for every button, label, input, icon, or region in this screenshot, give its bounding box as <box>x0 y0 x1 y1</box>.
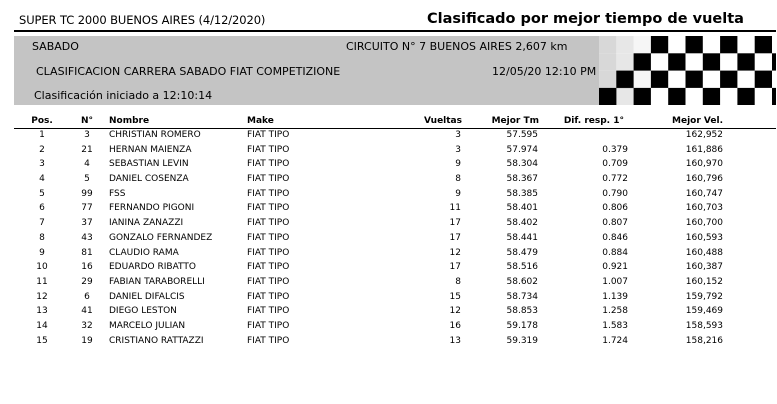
cell-laps: 13 <box>449 335 461 346</box>
cell-best-speed: 161,886 <box>685 144 723 155</box>
cell-best-time: 58.516 <box>506 262 538 273</box>
cell-number: 32 <box>81 320 93 331</box>
table-row <box>14 158 776 173</box>
table-row <box>14 335 776 350</box>
cell-number: 3 <box>84 130 90 140</box>
cell-make: FIAT TIPO <box>247 276 290 287</box>
flag-square <box>651 53 669 71</box>
cell-gap: 0.846 <box>602 232 628 243</box>
cell-pos: 9 <box>39 247 45 258</box>
table-row <box>14 276 776 291</box>
cell-laps: 17 <box>449 232 461 243</box>
cell-best-speed: 160,970 <box>685 159 723 170</box>
flag-square <box>720 71 738 89</box>
flag-square <box>703 53 721 71</box>
cell-number: 77 <box>81 203 93 214</box>
cell-driver-name: CRISTIANO RATTAZZI <box>109 335 204 346</box>
cell-driver-name: MARCELO JULIAN <box>109 320 186 331</box>
cell-make: FIAT TIPO <box>247 218 290 229</box>
cell-driver-name: GONZALO FERNANDEZ <box>109 232 213 243</box>
cell-laps: 12 <box>449 306 461 317</box>
cell-make: FIAT TIPO <box>247 247 290 258</box>
flag-square <box>737 36 755 54</box>
cell-make: FIAT TIPO <box>247 130 290 140</box>
table-body <box>14 129 776 349</box>
column-header-name: Nombre <box>109 116 150 126</box>
classification-title: CLASIFICACION CARRERA SABADO FIAT COMPETIZIONE <box>36 65 341 78</box>
flag-square <box>668 71 686 89</box>
table-header <box>14 115 776 129</box>
cell-pos: 5 <box>39 188 45 199</box>
cell-best-time: 58.441 <box>506 232 538 243</box>
cell-number: 5 <box>84 174 90 185</box>
cell-pos: 14 <box>36 320 48 331</box>
session-datetime: 12/05/20 12:10 PM <box>492 65 597 78</box>
cell-driver-name: HERNAN MAIENZA <box>109 144 192 155</box>
cell-best-speed: 160,152 <box>685 276 723 287</box>
flag-square <box>703 88 721 105</box>
flag-square <box>755 88 773 105</box>
table-row <box>14 320 776 335</box>
cell-gap: 0.884 <box>602 247 628 258</box>
cell-driver-name: FABIAN TARABORELLI <box>109 276 205 287</box>
cell-laps: 3 <box>455 130 461 140</box>
cell-gap: 1.583 <box>602 320 628 331</box>
flag-square <box>686 88 704 105</box>
cell-pos: 8 <box>39 232 45 243</box>
table-row <box>14 305 776 320</box>
flag-square <box>599 71 617 89</box>
cell-best-time: 58.853 <box>506 306 538 317</box>
flag-square <box>668 53 686 71</box>
flag-square <box>686 36 704 54</box>
cell-number: 99 <box>81 188 93 199</box>
cell-best-time: 58.479 <box>506 247 538 258</box>
cell-gap: 0.772 <box>602 174 628 185</box>
flag-square <box>720 36 738 54</box>
cell-driver-name: DANIEL COSENZA <box>109 174 189 185</box>
flag-square <box>616 88 634 105</box>
report-title: Clasificado por mejor tiempo de vuelta <box>427 11 744 27</box>
cell-driver-name: DANIEL DIFALCIS <box>109 291 185 302</box>
flag-square <box>737 53 755 71</box>
cell-gap: 0.921 <box>602 262 628 273</box>
cell-best-time: 59.319 <box>506 335 538 346</box>
table-row <box>14 202 776 217</box>
cell-best-speed: 160,593 <box>685 232 723 243</box>
flag-square <box>720 88 738 105</box>
cell-pos: 13 <box>36 306 48 317</box>
cell-driver-name: FSS <box>109 188 126 199</box>
cell-best-time: 58.734 <box>506 291 538 302</box>
title-divider <box>14 30 776 32</box>
cell-best-speed: 160,387 <box>685 262 723 273</box>
column-header-make: Make <box>247 116 274 126</box>
cell-number: 37 <box>81 218 93 229</box>
column-header-laps: Vueltas <box>424 116 462 126</box>
cell-laps: 3 <box>455 144 461 155</box>
flag-square <box>651 36 669 54</box>
cell-best-speed: 160,796 <box>685 174 723 185</box>
flag-square <box>651 88 669 105</box>
flag-square <box>772 88 776 105</box>
cell-best-time: 57.974 <box>506 144 538 155</box>
flag-square <box>616 53 634 71</box>
cell-make: FIAT TIPO <box>247 188 290 199</box>
cell-best-time: 58.367 <box>506 174 538 185</box>
cell-laps: 8 <box>455 174 461 185</box>
cell-best-speed: 160,703 <box>685 203 723 214</box>
cell-laps: 12 <box>449 247 461 258</box>
cell-make: FIAT TIPO <box>247 144 290 155</box>
cell-make: FIAT TIPO <box>247 291 290 302</box>
cell-best-speed: 159,792 <box>685 291 723 302</box>
cell-laps: 9 <box>455 188 461 199</box>
table-row <box>14 232 776 247</box>
cell-best-time: 59.178 <box>506 320 538 331</box>
cell-number: 4 <box>84 159 90 170</box>
cell-best-time: 58.402 <box>506 218 538 229</box>
cell-best-speed: 160,747 <box>685 188 723 199</box>
flag-square <box>668 36 686 54</box>
column-header-best-time: Mejor Tm <box>491 116 539 126</box>
flag-square <box>599 53 617 71</box>
cell-driver-name: CLAUDIO RAMA <box>109 247 179 258</box>
flag-square <box>755 36 773 54</box>
flag-square <box>772 36 776 54</box>
cell-pos: 2 <box>39 144 45 155</box>
flag-square <box>720 53 738 71</box>
cell-best-time: 58.401 <box>506 203 538 214</box>
cell-make: FIAT TIPO <box>247 262 290 273</box>
cell-number: 21 <box>81 144 93 155</box>
flag-square <box>772 53 776 71</box>
flag-square <box>599 88 617 105</box>
table-row <box>14 261 776 276</box>
cell-driver-name: FERNANDO PIGONI <box>109 203 195 214</box>
table-row <box>14 247 776 262</box>
flag-square <box>634 36 652 54</box>
cell-driver-name: IANINA ZANAZZI <box>109 218 184 229</box>
table-row <box>14 291 776 306</box>
session-day: SABADO <box>32 40 79 53</box>
cell-best-time: 58.602 <box>506 276 538 287</box>
cell-number: 41 <box>81 306 93 317</box>
column-header-number: N° <box>80 116 94 126</box>
cell-laps: 11 <box>449 203 461 214</box>
cell-make: FIAT TIPO <box>247 159 290 170</box>
cell-make: FIAT TIPO <box>247 174 290 185</box>
table-row <box>14 129 776 144</box>
cell-pos: 7 <box>39 218 45 229</box>
flag-square <box>616 71 634 89</box>
cell-best-speed: 158,593 <box>685 320 723 331</box>
cell-driver-name: DIEGO LESTON <box>109 306 177 317</box>
cell-gap: 0.807 <box>602 218 628 229</box>
column-header-pos: Pos. <box>31 116 53 126</box>
cell-make: FIAT TIPO <box>247 232 290 243</box>
cell-make: FIAT TIPO <box>247 203 290 214</box>
cell-gap: 0.709 <box>602 159 628 170</box>
cell-number: 19 <box>81 335 93 346</box>
classification-start: Clasificación iniciado a 12:10:14 <box>34 89 213 102</box>
flag-square <box>668 88 686 105</box>
cell-driver-name: SEBASTIAN LEVIN <box>109 159 189 170</box>
flag-square <box>755 71 773 89</box>
flag-square <box>686 53 704 71</box>
cell-laps: 15 <box>449 291 461 302</box>
table-row <box>14 144 776 159</box>
cell-laps: 16 <box>449 320 461 331</box>
cell-gap: 1.007 <box>602 276 628 287</box>
flag-square <box>686 71 704 89</box>
cell-best-time: 58.385 <box>506 188 538 199</box>
cell-pos: 15 <box>36 335 48 346</box>
cell-gap: 1.139 <box>602 291 628 302</box>
event-title: SUPER TC 2000 BUENOS AIRES (4/12/2020) <box>19 13 266 27</box>
flag-square <box>737 88 755 105</box>
cell-pos: 10 <box>36 262 48 273</box>
flag-square <box>755 53 773 71</box>
flag-square <box>634 88 652 105</box>
flag-square <box>616 36 634 54</box>
column-header-best-speed: Mejor Vel. <box>672 116 723 126</box>
cell-best-speed: 162,952 <box>685 130 723 140</box>
table-row <box>14 188 776 203</box>
flag-square <box>634 71 652 89</box>
cell-gap: 0.806 <box>602 203 628 214</box>
cell-make: FIAT TIPO <box>247 335 290 346</box>
header-separator <box>14 128 776 129</box>
cell-make: FIAT TIPO <box>247 320 290 331</box>
circuit-info: CIRCUITO N° 7 BUENOS AIRES 2,607 km <box>346 40 568 53</box>
cell-laps: 17 <box>449 262 461 273</box>
cell-pos: 3 <box>39 159 45 170</box>
cell-best-time: 57.595 <box>506 130 538 140</box>
cell-number: 16 <box>81 262 93 273</box>
cell-gap: 1.724 <box>602 335 628 346</box>
cell-best-speed: 158,216 <box>685 335 723 346</box>
cell-pos: 12 <box>36 291 48 302</box>
flag-square <box>703 71 721 89</box>
cell-best-speed: 160,700 <box>685 218 723 229</box>
flag-square <box>599 36 617 54</box>
flag-square <box>634 53 652 71</box>
flag-square <box>737 71 755 89</box>
cell-best-speed: 160,488 <box>685 247 723 258</box>
cell-best-time: 58.304 <box>506 159 538 170</box>
cell-driver-name: CHRISTIAN ROMERO <box>109 130 201 140</box>
cell-number: 29 <box>81 276 93 287</box>
flag-square <box>703 36 721 54</box>
cell-gap: 0.790 <box>602 188 628 199</box>
cell-number: 81 <box>81 247 93 258</box>
cell-laps: 9 <box>455 159 461 170</box>
results-table <box>14 115 776 349</box>
cell-number: 43 <box>81 232 93 243</box>
table-row <box>14 173 776 188</box>
cell-gap: 0.379 <box>602 144 628 155</box>
table-row <box>14 217 776 232</box>
cell-gap: 1.258 <box>602 306 628 317</box>
cell-best-speed: 159,469 <box>685 306 723 317</box>
flag-square <box>772 71 776 89</box>
column-header-gap: Dif. resp. 1° <box>563 116 624 126</box>
cell-make: FIAT TIPO <box>247 306 290 317</box>
cell-driver-name: EDUARDO RIBATTO <box>109 262 196 273</box>
cell-laps: 8 <box>455 276 461 287</box>
cell-pos: 4 <box>39 174 45 185</box>
cell-number: 6 <box>84 291 90 302</box>
cell-laps: 17 <box>449 218 461 229</box>
cell-pos: 11 <box>36 276 48 287</box>
cell-pos: 6 <box>39 203 45 214</box>
cell-pos: 1 <box>39 130 45 140</box>
session-header <box>14 36 776 105</box>
flag-square <box>651 71 669 89</box>
